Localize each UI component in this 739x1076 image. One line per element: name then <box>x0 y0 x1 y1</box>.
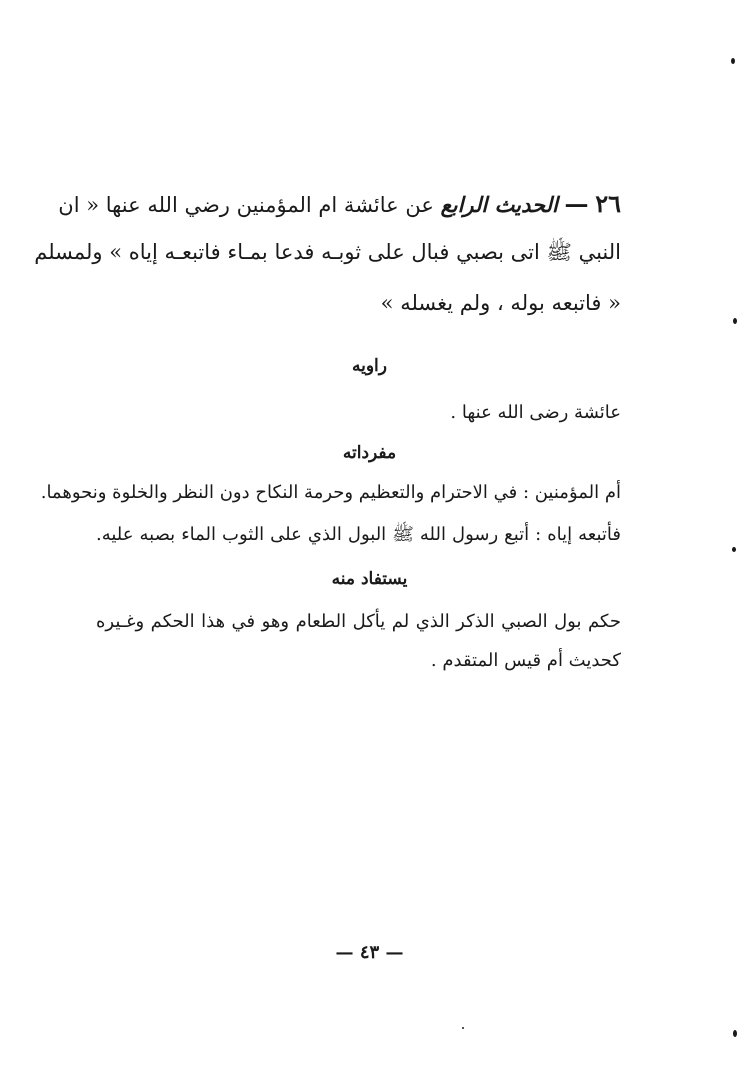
page-number: — ٤٣ — <box>335 942 404 963</box>
hadith-line-2: النبي ﷺ اتى بصبي فبال على ثوبـه فدعا بمـاء فاتبعـه إياه » ولمسلم <box>34 240 621 264</box>
rawi-text: عائشة رضى الله عنها . <box>450 402 621 423</box>
scan-edge-mark <box>732 547 736 552</box>
hadith-number: ٢٦ <box>595 189 621 218</box>
scan-edge-mark <box>733 318 737 324</box>
mufradat-line-2: فأتبعه إياه : أتبع رسول الله ﷺ البول الذي على الثوب الماء بصبه عليه. <box>96 524 621 545</box>
mustafad-line-2: كحديث أم قيس المتقدم . <box>430 650 621 671</box>
hadith-line-1 <box>58 189 621 218</box>
hadith-line-3: « فاتبعه بوله ، ولم يغسله » <box>380 291 621 315</box>
scan-speck <box>462 1027 464 1029</box>
section-heading-mustafad: يستفاد منه <box>331 569 408 589</box>
hadith-number-separator: — <box>564 189 589 218</box>
mustafad-line-1: حكم بول الصبي الذكر الذي لم يأكل الطعام وهو في هذا الحكم وغـيره <box>96 611 621 632</box>
hadith-title: الحديث الرابع <box>440 192 558 217</box>
scan-edge-mark <box>731 58 735 64</box>
section-heading-mufradat: مفرداته <box>342 443 397 463</box>
scan-edge-mark <box>733 1030 737 1037</box>
section-heading-rawi: راويه <box>352 356 387 376</box>
hadith-line-1-text: عن عائشة ام المؤمنين رضي الله عنها « ان <box>58 193 434 217</box>
mufradat-line-1: أم المؤمنين : في الاحترام والتعظيم وحرمة النكاح دون النظر والخلوة ونحوهما. <box>40 482 621 503</box>
